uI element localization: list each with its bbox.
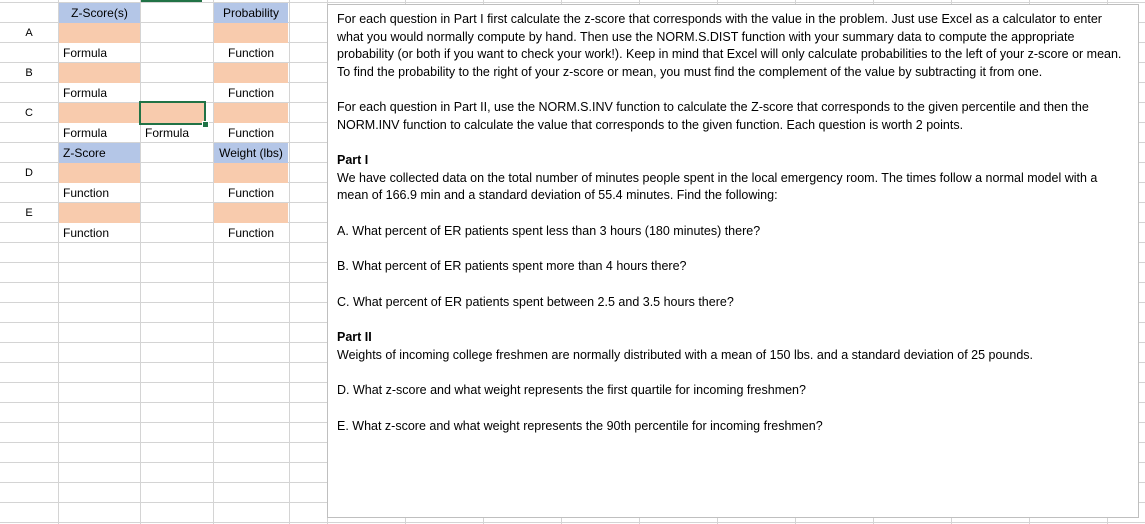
active-cell-selection[interactable]	[139, 101, 206, 125]
header-zscores[interactable]: Z-Score(s)	[59, 3, 140, 23]
row-label-c: C	[25, 107, 33, 119]
row-label-a: A	[25, 27, 33, 39]
cell-c-probability-input[interactable]	[214, 103, 288, 123]
header-probability[interactable]: Probability	[214, 3, 288, 23]
cell-a-zscore-input[interactable]	[59, 23, 140, 43]
row-label-e: E	[25, 207, 33, 219]
cell-e-zscore-input[interactable]	[59, 203, 140, 223]
cell-d-zscore-input[interactable]	[59, 163, 140, 183]
question-b: B. What percent of ER patients spent more than 4 hours there?	[337, 259, 687, 273]
question-c: C. What percent of ER patients spent between 2.5 and 3.5 hours there?	[337, 294, 734, 309]
row-label-d: D	[25, 167, 33, 179]
part2-title: Part II	[337, 330, 372, 344]
cell-e-function2-label[interactable]: Function	[227, 226, 275, 240]
cell-e-function1-label[interactable]: Function	[63, 226, 110, 240]
question-d: D. What z-score and what weight represents the first quartile for incoming freshmen?	[337, 383, 806, 397]
question-a: A. What percent of ER patients spent less than 3 hours (180 minutes) there?	[337, 223, 761, 238]
column-select-indicator	[141, 0, 202, 2]
cell-a-probability-input[interactable]	[214, 23, 288, 43]
cell-b-probability-input[interactable]	[214, 63, 288, 83]
intro-paragraph-2: For each question in Part II, use the NORM.S.INV function to calculate the Z-score that corresponds to the given percentile and then the NORM.INV function to calculate the value that corresponds to the given function. Each question is worth 2 points.	[337, 100, 1089, 132]
question-e: E. What z-score and what weight represents the 90th percentile for incoming freshmen?	[337, 418, 823, 433]
header-weight[interactable]: Weight (lbs)	[214, 143, 288, 163]
row-label-b: B	[25, 67, 33, 79]
cell-e-weight-input[interactable]	[214, 203, 288, 223]
cell-c-zscore1-input[interactable]	[59, 103, 140, 123]
cell-c-function-label[interactable]: Function	[227, 126, 275, 140]
cell-a-function-label[interactable]: Function	[227, 46, 275, 60]
cell-d-function1-label[interactable]: Function	[63, 186, 110, 200]
cell-b-formula-label[interactable]: Formula	[63, 86, 108, 100]
part1-description: We have collected data on the total number of minutes people spent in the local emergency room. The times follow a normal model with a mean of 166.9 min and a standard deviation of 55.4 minutes. Find the following:	[337, 170, 1098, 202]
cell-b-function-label[interactable]: Function	[227, 86, 275, 100]
instructions-textbox[interactable]	[327, 4, 1139, 518]
part2-description: Weights of incoming college freshmen are normally distributed with a mean of 150 lbs. and a standard deviation of 25 pounds.	[337, 347, 1034, 362]
cell-d-weight-input[interactable]	[214, 163, 288, 183]
cell-a-formula-label[interactable]: Formula	[63, 46, 108, 60]
part1-title: Part I	[337, 153, 369, 167]
header-zscore[interactable]: Z-Score	[59, 143, 140, 163]
cell-b-zscore-input[interactable]	[59, 63, 140, 83]
cell-c-formula1-label[interactable]: Formula	[63, 126, 108, 140]
cell-d-function2-label[interactable]: Function	[227, 186, 275, 200]
intro-paragraph-1: For each question in Part I first calculate the z-score that corresponds with the value in the problem. Just use Excel as a calculator to enter what you would normally compute by hand. Then use the NORM.S.DIST function with your summary data to compute the appropriate probability (or both if you want to check your work!). Keep in mind that Excel will only calculate probabilities to the left of your z-score or mean. To find the probability to the right of your z-score or mean, you must find the complement of the value by subtracting it from one.	[337, 12, 1122, 79]
cell-c-formula2-label[interactable]: Formula	[145, 126, 190, 140]
